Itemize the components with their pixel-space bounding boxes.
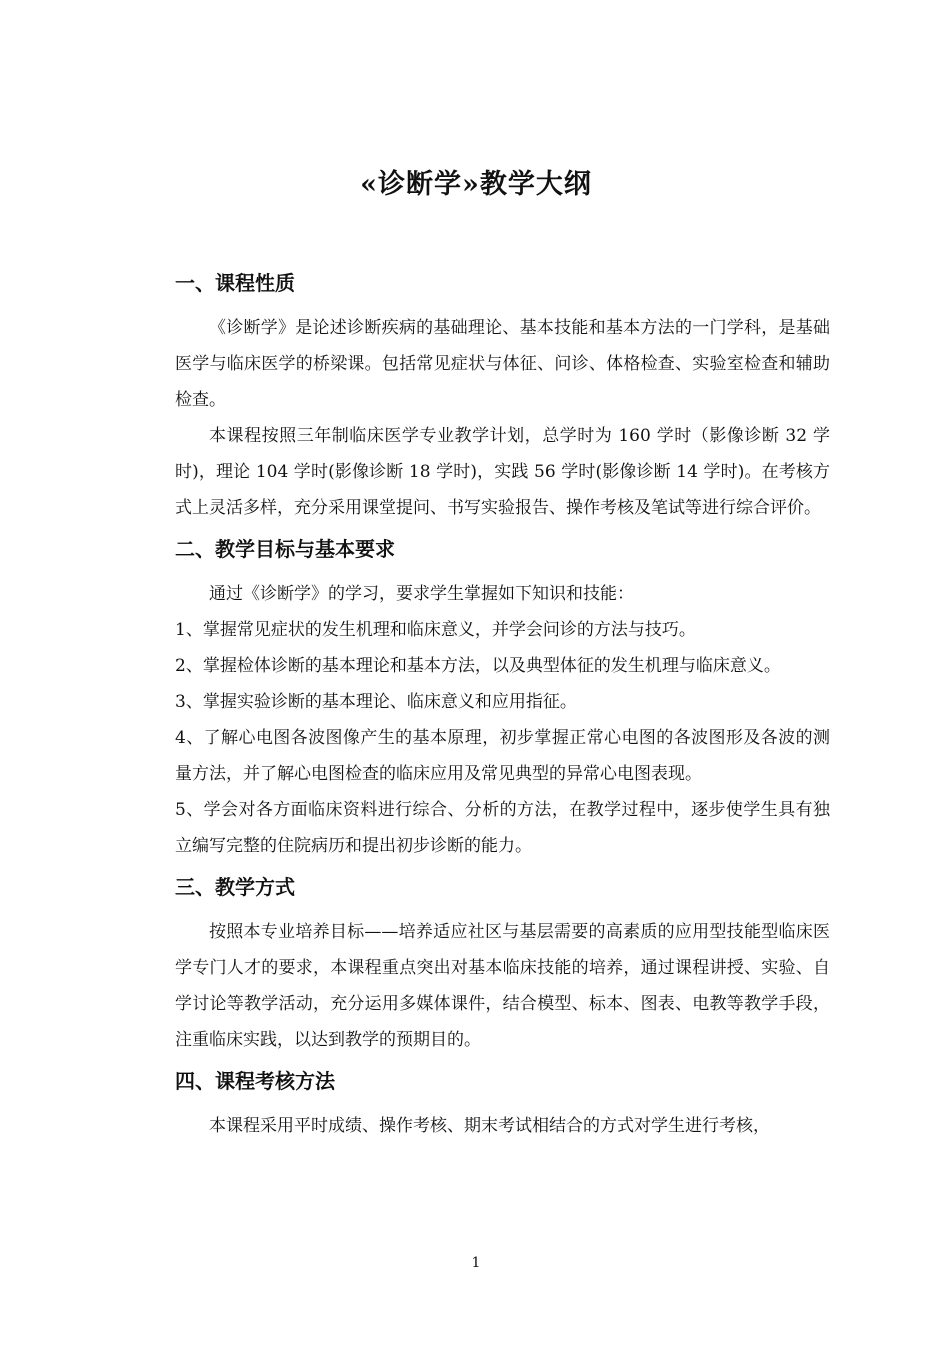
- list-item: 2、掌握检体诊断的基本理论和基本方法，以及典型体征的发生机理与临床意义。: [175, 656, 781, 676]
- paragraph: 按照本专业培养目标——培养适应社区与基层需要的高素质的应用型技能型临床医学专门人才的要求，本课程重点突出对基本临床技能的培养，通过课程讲授、实验、自学讨论等教学活动，充分运用多媒体课件，结合模型、标本、图表、电教等教学手段，注重临床实践，以达到教学的预期目的。: [175, 922, 830, 1050]
- document-title: «诊断学»教学大纲: [360, 169, 592, 200]
- list-item: 3、掌握实验诊断的基本理论、临床意义和应用指征。: [175, 692, 577, 712]
- document-body: [175, 266, 830, 1144]
- section-heading: 一、课程性质: [175, 271, 295, 295]
- paragraph: 本课程按照三年制临床医学专业教学计划，总学时为 160 学时（影像诊断 32 学时)，理论 104 学时(影像诊断 18 学时)，实践 56 学时(影像诊断 14 学时)。在考核方式上灵活多样，充分采用课堂提问、书写实验报告、操作考核及笔试等进行综合评价。: [175, 426, 830, 518]
- section-assessment-methods: [175, 1064, 830, 1144]
- list-item: 1、掌握常见症状的发生机理和临床意义，并学会问诊的方法与技巧。: [175, 620, 696, 640]
- section-heading: 四、课程考核方法: [175, 1069, 335, 1093]
- list-item: 5、学会对各方面临床资料进行综合、分析的方法，在教学过程中，逐步使学生具有独立编写完整的住院病历和提出初步诊断的能力。: [175, 800, 830, 856]
- section-teaching-objectives: [175, 532, 830, 864]
- section-heading: 三、教学方式: [175, 875, 295, 899]
- section-course-nature: [175, 266, 830, 526]
- page-number: 1: [471, 1255, 481, 1271]
- section-teaching-methods: [175, 870, 830, 1058]
- paragraph: 通过《诊断学》的学习，要求学生掌握如下知识和技能：: [209, 584, 634, 604]
- paragraph: 《诊断学》是论述诊断疾病的基础理论、基本技能和基本方法的一门学科，是基础医学与临床医学的桥梁课。包括常见症状与体征、问诊、体格检查、实验室检查和辅助检查。: [175, 318, 830, 410]
- list-item: 4、了解心电图各波图像产生的基本原理，初步掌握正常心电图的各波图形及各波的测量方法，并了解心电图检查的临床应用及常见典型的异常心电图表现。: [175, 728, 830, 784]
- paragraph: 本课程采用平时成绩、操作考核、期末考试相结合的方式对学生进行考核，: [209, 1116, 770, 1136]
- section-heading: 二、教学目标与基本要求: [175, 537, 395, 561]
